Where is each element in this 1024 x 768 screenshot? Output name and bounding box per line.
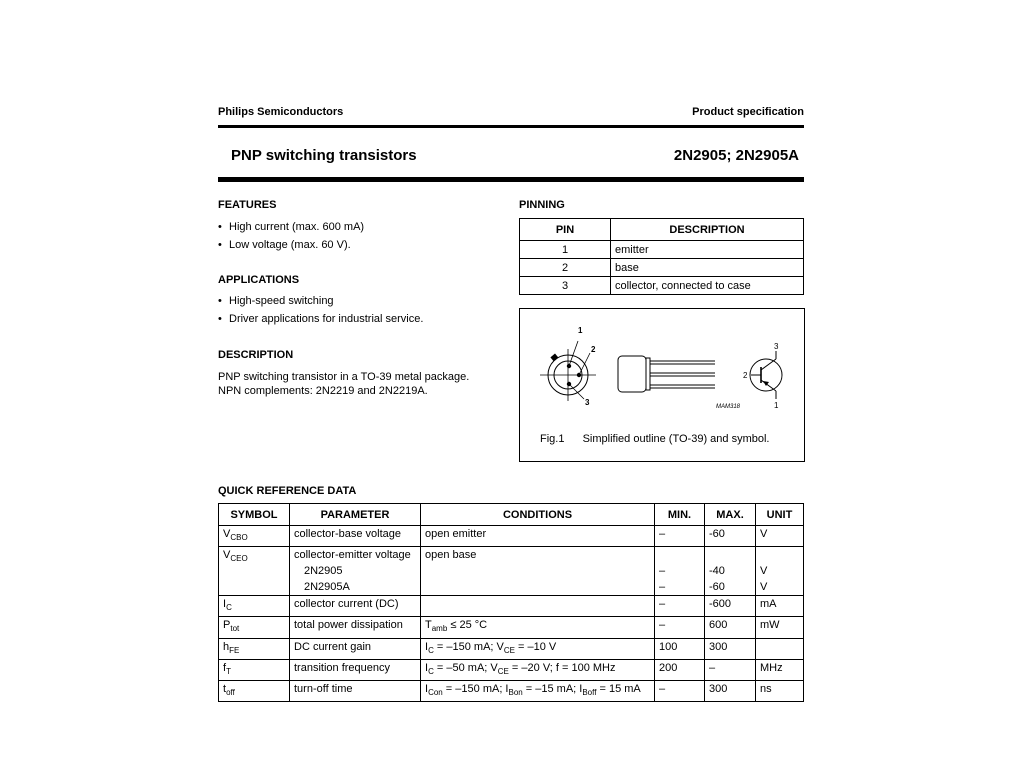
applications-list <box>218 294 423 330</box>
column-header: UNIT <box>756 504 804 526</box>
header-rule <box>218 125 804 128</box>
unit-cell: V <box>756 579 804 596</box>
table-row <box>219 638 804 659</box>
desc-cell: base <box>611 259 804 277</box>
min-cell: – <box>655 563 705 579</box>
conditions-cell: $I_{Con} = -150$ mA; $I_{Bon} = -15$ mA; $I_{Boff} = 15$ mA <box>421 680 655 701</box>
figure-caption <box>540 433 769 445</box>
to39-outline-figure <box>520 309 803 429</box>
pin-label: 1 <box>578 326 583 335</box>
table-row <box>219 596 804 617</box>
symbol-pin-label: 2 <box>743 371 748 380</box>
symbol-cell: $t_{off}$ <box>219 680 290 701</box>
min-cell: – <box>655 617 705 638</box>
max-cell <box>705 547 756 564</box>
parameter-cell: total power dissipation <box>290 617 421 638</box>
table-row <box>219 659 804 680</box>
min-cell <box>655 547 705 564</box>
table-row <box>219 680 804 701</box>
max-cell: 300 <box>705 680 756 701</box>
symbol-cell: $f_T$ <box>219 659 290 680</box>
min-cell: – <box>655 526 705 547</box>
description-text <box>218 370 469 398</box>
unit-cell: ns <box>756 680 804 701</box>
unit-cell: MHz <box>756 659 804 680</box>
column-header: SYMBOL <box>219 504 290 526</box>
list-item: • Low voltage (max. 60 V). <box>218 238 364 256</box>
company-name: Philips Semiconductors <box>218 106 344 118</box>
parameter-cell: collector-emitter voltage <box>290 547 421 564</box>
max-cell: -600 <box>705 596 756 617</box>
column-header: PARAMETER <box>290 504 421 526</box>
list-item: • Driver applications for industrial service. <box>218 312 423 330</box>
column-header: MIN. <box>655 504 705 526</box>
features-heading: FEATURES <box>218 199 277 211</box>
table-row <box>520 259 804 277</box>
list-item: • High current (max. 600 mA) <box>218 220 364 238</box>
conditions-cell: open base <box>421 547 655 596</box>
max-cell: 600 <box>705 617 756 638</box>
symbol-pin-label: 3 <box>774 342 779 351</box>
min-cell: – <box>655 596 705 617</box>
column-header: PIN <box>520 219 611 241</box>
max-cell: -40 <box>705 563 756 579</box>
desc-cell: collector, connected to case <box>611 277 804 295</box>
column-header: DESCRIPTION <box>611 219 804 241</box>
page-title: PNP switching transistors <box>231 147 417 164</box>
part-numbers: 2N2905; 2N2905A <box>673 147 799 164</box>
figure-number: Fig.1 <box>540 433 565 445</box>
parameter-cell: turn-off time <box>290 680 421 701</box>
description-line: NPN complements: 2N2219 and 2N2219A. <box>218 385 428 397</box>
desc-cell: emitter <box>611 241 804 259</box>
unit-cell: V <box>756 526 804 547</box>
min-cell: 100 <box>655 638 705 659</box>
max-cell: -60 <box>705 526 756 547</box>
column-header: CONDITIONS <box>421 504 655 526</box>
figure-code: MAM318 <box>716 404 741 410</box>
unit-cell: V <box>756 563 804 579</box>
pin-cell: 3 <box>520 277 611 295</box>
title-rule <box>218 177 804 182</box>
conditions-cell <box>421 596 655 617</box>
symbol-cell: $h_{FE}$ <box>219 638 290 659</box>
column-header: MAX. <box>705 504 756 526</box>
side-view-drawing <box>618 356 715 392</box>
unit-cell: mW <box>756 617 804 638</box>
table-row <box>520 241 804 259</box>
symbol-cell: $V_{CEO}$ <box>219 547 290 596</box>
features-list <box>218 220 364 256</box>
quick-reference-table <box>218 503 804 702</box>
pnp-transistor-symbol <box>750 351 782 399</box>
pin-label: 3 <box>585 398 590 407</box>
document-type: Product specification <box>692 106 804 118</box>
unit-cell <box>756 547 804 564</box>
unit-cell: mA <box>756 596 804 617</box>
min-cell: – <box>655 579 705 596</box>
description-heading: DESCRIPTION <box>218 349 294 361</box>
conditions-cell: $T_{amb} \le 25$ °C <box>421 617 655 638</box>
max-cell: -60 <box>705 579 756 596</box>
bottom-view-drawing <box>540 341 596 401</box>
pin-cell: 1 <box>520 241 611 259</box>
pinning-table <box>519 218 804 295</box>
conditions-cell: $I_C = -150$ mA; $V_{CE} = -10$ V <box>421 638 655 659</box>
list-item: • High-speed switching <box>218 294 423 312</box>
min-cell: 200 <box>655 659 705 680</box>
conditions-cell: open emitter <box>421 526 655 547</box>
parameter-cell: transition frequency <box>290 659 421 680</box>
parameter-cell: 2N2905 <box>290 563 421 579</box>
unit-cell <box>756 638 804 659</box>
table-row <box>219 547 804 564</box>
pin-label: 2 <box>591 345 596 354</box>
table-row <box>219 617 804 638</box>
applications-heading: APPLICATIONS <box>218 274 300 286</box>
min-cell: – <box>655 680 705 701</box>
pinning-heading: PINNING <box>519 199 565 211</box>
conditions-cell: $I_C = -50$ mA; $V_{CE} = -20$ V; f = 100 MHz <box>421 659 655 680</box>
max-cell: – <box>705 659 756 680</box>
table-row <box>520 277 804 295</box>
table-header-row <box>219 504 804 526</box>
parameter-cell: collector current (DC) <box>290 596 421 617</box>
table-header-row <box>520 219 804 241</box>
parameter-cell: 2N2905A <box>290 579 421 596</box>
parameter-cell: DC current gain <box>290 638 421 659</box>
table-row <box>219 526 804 547</box>
figure-caption-text: Simplified outline (TO-39) and symbol. <box>582 433 770 445</box>
symbol-pin-label: 1 <box>774 401 779 410</box>
symbol-cell: $P_{tot}$ <box>219 617 290 638</box>
max-cell: 300 <box>705 638 756 659</box>
symbol-cell: $V_{CBO}$ <box>219 526 290 547</box>
parameter-cell: collector-base voltage <box>290 526 421 547</box>
description-line: PNP switching transistor in a TO-39 metal package. <box>218 371 470 383</box>
symbol-cell: $I_C$ <box>219 596 290 617</box>
pin-cell: 2 <box>520 259 611 277</box>
qrd-heading: QUICK REFERENCE DATA <box>218 485 357 497</box>
